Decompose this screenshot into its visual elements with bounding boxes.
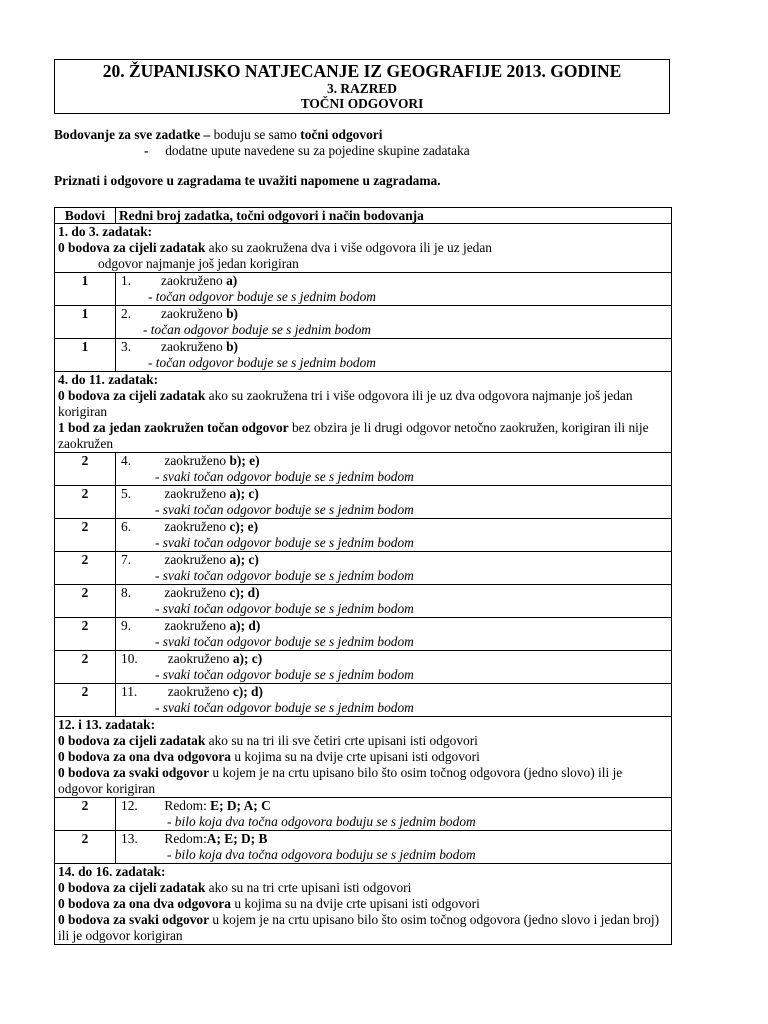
points-cell: 2 [55,486,116,519]
section-header-4 [55,864,672,945]
col-header-points: Bodovi [55,208,116,224]
points-cell: 1 [55,306,116,339]
section-heading: 1. do 3. zadatak: [58,224,153,239]
table-row: 2 10. zaokruženo a); c) - svaki točan odgovor boduje se s jednim bodom [55,651,672,684]
section-rule: 0 bodova za ona dva odgovora u kojima su na dvije crte upisani isti odgovori [58,749,480,764]
section-heading: 14. do 16. zadatak: [58,864,166,879]
scoring-note: - točan odgovor boduje se s jednim bodom [143,322,371,337]
scoring-note: - točan odgovor boduje se s jednim bodom [148,289,376,304]
section-rule: 0 bodova za cijeli zadatak ako su zaokružena tri i više odgovora ili je uz dva odgovora najmanje još jedan korigiran [58,388,633,419]
intro-line-2: - dodatne upute navedene su za pojedine skupine zadataka [144,143,470,158]
table-row: 2 6. zaokruženo c); e) - svaki točan odgovor boduje se s jednim bodom [55,519,672,552]
points-cell: 1 [55,339,116,372]
points-cell: 2 [55,618,116,651]
points-cell: 2 [55,651,116,684]
scoring-note: - bilo koja dva točna odgovora boduju se s jednim bodom [167,814,476,829]
section-rule: 0 bodova za ona dva odgovora u kojima su na dvije crte upisani isti odgovori [58,896,480,911]
points-cell: 1 [55,273,116,306]
table-row: 2 5. zaokruženo a); c) - svaki točan odgovor boduje se s jednim bodom [55,486,672,519]
scoring-note: - svaki točan odgovor boduje se s jednim bodom [155,601,414,616]
table-row: 2 13. Redom:A; E; D; B - bilo koja dva točna odgovora boduju se s jednim bodom [55,831,672,864]
points-cell: 2 [55,798,116,831]
scoring-note: - svaki točan odgovor boduje se s jednim bodom [155,469,414,484]
section-rule-cont: odgovor najmanje još jedan korigiran [98,256,299,271]
section-rule: 0 bodova za svaki odgovor u kojem je na crtu upisano bilo što osim točnog odgovora (jedno slovo i jedan broj) ili je odgovor korigiran [58,912,660,943]
points-cell: 2 [55,552,116,585]
section-header-1 [55,224,672,273]
scoring-note: - točan odgovor boduje se s jednim bodom [148,355,376,370]
document-title: 20. ŽUPANIJSKO NATJECANJE IZ GEOGRAFIJE 2013. GODINE [102,61,622,81]
scoring-note: - svaki točan odgovor boduje se s jednim bodom [155,502,414,517]
intro-line-1: Bodovanje za sve zadatke – boduju se samo točni odgovori [54,127,383,142]
points-cell: 2 [55,684,116,717]
points-cell: 2 [55,831,116,864]
points-cell: 2 [55,519,116,552]
section-rule: 1 bod za jedan zaokružen točan odgovor bez obzira je li drugi odgovor netočno zaokružen, korigiran ili nije zaokružen [58,420,649,451]
answer-key-table [54,207,672,945]
table-row: 1 2. zaokruženo b) - točan odgovor boduje se s jednim bodom [55,306,672,339]
scoring-note: - svaki točan odgovor boduje se s jednim bodom [155,634,414,649]
scoring-note: - svaki točan odgovor boduje se s jednim bodom [155,700,414,715]
scoring-note: - svaki točan odgovor boduje se s jednim bodom [155,667,414,682]
intro-line-3: Priznati i odgovore u zagradama te uvažiti napomene u zagradama. [54,173,441,188]
section-header-2 [55,372,672,453]
scoring-note: - svaki točan odgovor boduje se s jednim bodom [155,535,414,550]
grade-label: 3. RAZRED [327,81,397,96]
col-header-description: Redni broj zadatka, točni odgovori i način bodovanja [116,208,672,224]
section-rule: 0 bodova za cijeli zadatak ako su na tri crte upisani isti odgovori [58,880,412,895]
table-row: 2 12. Redom: E; D; A; C - bilo koja dva točna odgovora boduju se s jednim bodom [55,798,672,831]
section-rule: 0 bodova za cijeli zadatak ako su zaokružena dva i više odgovora ili je uz jedan [58,240,492,255]
section-header-3 [55,717,672,798]
section-rule: 0 bodova za cijeli zadatak ako su na tri ili sve četiri crte upisani isti odgovori [58,733,478,748]
table-row: 2 7. zaokruženo a); c) - svaki točan odgovor boduje se s jednim bodom [55,552,672,585]
scoring-note: - bilo koja dva točna odgovora boduju se s jednim bodom [167,847,476,862]
section-heading: 12. i 13. zadatak: [58,717,156,732]
table-header-row [55,208,672,224]
table-row: 2 9. zaokruženo a); d) - svaki točan odgovor boduje se s jednim bodom [55,618,672,651]
section-heading: 4. do 11. zadatak: [58,372,159,387]
table-row: 2 11. zaokruženo c); d) - svaki točan odgovor boduje se s jednim bodom [55,684,672,717]
points-cell: 2 [55,453,116,486]
table-row: 2 8. zaokruženo c); d) - svaki točan odgovor boduje se s jednim bodom [55,585,672,618]
table-row: 1 1. zaokruženo a) - točan odgovor boduje se s jednim bodom [55,273,672,306]
section-rule: 0 bodova za svaki odgovor u kojem je na crtu upisano bilo što osim točnog odgovora (jedno slovo) ili je odgovor korigiran [58,765,623,796]
document-header [54,59,670,114]
intro-instructions [54,127,670,189]
scoring-note: - svaki točan odgovor boduje se s jednim bodom [155,568,414,583]
table-row: 1 3. zaokruženo b) - točan odgovor boduje se s jednim bodom [55,339,672,372]
table-row: 2 4. zaokruženo b); e) - svaki točan odgovor boduje se s jednim bodom [55,453,672,486]
points-cell: 2 [55,585,116,618]
document-subtitle: TOČNI ODGOVORI [300,96,424,111]
